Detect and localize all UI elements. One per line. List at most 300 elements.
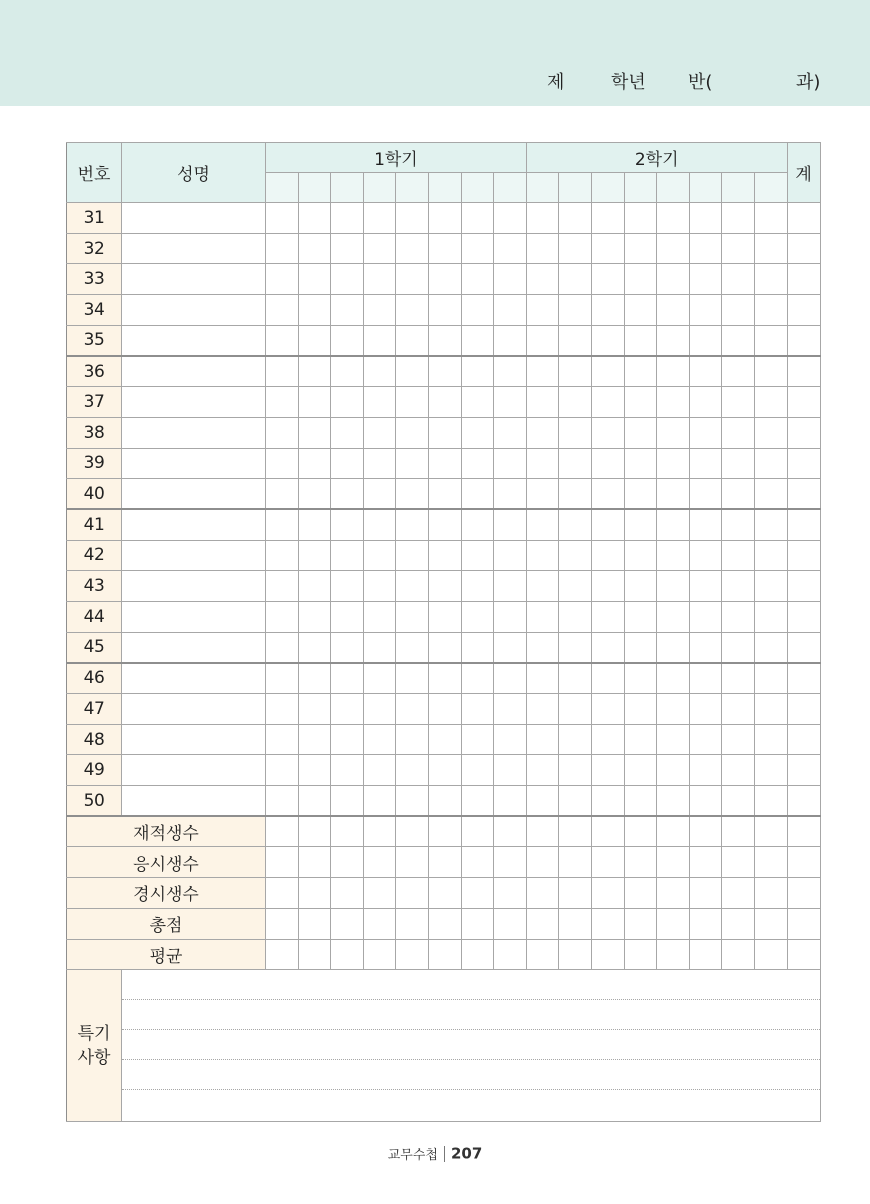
score-cell[interactable] [331, 939, 364, 970]
score-cell[interactable] [526, 663, 559, 694]
notes-line[interactable] [122, 1060, 820, 1090]
notes-line[interactable] [122, 1090, 820, 1121]
score-cell[interactable] [494, 417, 527, 448]
score-cell[interactable] [494, 786, 527, 817]
score-subheader-cell[interactable] [689, 173, 722, 203]
total-cell[interactable] [787, 847, 820, 878]
score-cell[interactable] [559, 509, 592, 540]
score-cell[interactable] [591, 203, 624, 234]
total-cell[interactable] [787, 939, 820, 970]
score-cell[interactable] [657, 816, 690, 847]
score-cell[interactable] [624, 295, 657, 326]
score-subheader-cell[interactable] [363, 173, 396, 203]
score-cell[interactable] [689, 295, 722, 326]
total-cell[interactable] [787, 448, 820, 479]
score-cell[interactable] [428, 509, 461, 540]
score-cell[interactable] [657, 694, 690, 725]
score-cell[interactable] [494, 356, 527, 387]
score-cell[interactable] [396, 540, 429, 571]
score-cell[interactable] [266, 632, 299, 663]
notes-line[interactable] [122, 1030, 820, 1060]
score-cell[interactable] [722, 295, 755, 326]
score-cell[interactable] [266, 203, 299, 234]
score-cell[interactable] [331, 694, 364, 725]
score-cell[interactable] [657, 509, 690, 540]
score-cell[interactable] [494, 571, 527, 602]
score-cell[interactable] [396, 724, 429, 755]
score-cell[interactable] [396, 203, 429, 234]
score-cell[interactable] [591, 878, 624, 909]
score-cell[interactable] [266, 786, 299, 817]
score-cell[interactable] [657, 295, 690, 326]
score-cell[interactable] [559, 356, 592, 387]
score-cell[interactable] [624, 601, 657, 632]
score-cell[interactable] [396, 694, 429, 725]
score-cell[interactable] [266, 509, 299, 540]
score-cell[interactable] [559, 939, 592, 970]
score-cell[interactable] [591, 786, 624, 817]
score-cell[interactable] [298, 755, 331, 786]
score-cell[interactable] [754, 724, 787, 755]
score-cell[interactable] [754, 878, 787, 909]
score-cell[interactable] [722, 601, 755, 632]
score-cell[interactable] [689, 356, 722, 387]
score-cell[interactable] [591, 509, 624, 540]
score-cell[interactable] [591, 325, 624, 356]
score-cell[interactable] [396, 356, 429, 387]
score-cell[interactable] [526, 509, 559, 540]
score-cell[interactable] [363, 325, 396, 356]
score-cell[interactable] [657, 601, 690, 632]
score-cell[interactable] [363, 387, 396, 418]
score-cell[interactable] [657, 325, 690, 356]
score-subheader-cell[interactable] [624, 173, 657, 203]
score-cell[interactable] [722, 816, 755, 847]
score-cell[interactable] [559, 601, 592, 632]
score-cell[interactable] [526, 264, 559, 295]
score-cell[interactable] [266, 325, 299, 356]
score-cell[interactable] [266, 233, 299, 264]
score-cell[interactable] [754, 908, 787, 939]
score-cell[interactable] [331, 295, 364, 326]
score-cell[interactable] [559, 417, 592, 448]
score-cell[interactable] [624, 816, 657, 847]
score-cell[interactable] [396, 847, 429, 878]
score-cell[interactable] [266, 601, 299, 632]
score-cell[interactable] [722, 417, 755, 448]
score-cell[interactable] [461, 295, 494, 326]
score-cell[interactable] [461, 816, 494, 847]
score-cell[interactable] [689, 233, 722, 264]
score-cell[interactable] [722, 203, 755, 234]
score-cell[interactable] [559, 540, 592, 571]
score-cell[interactable] [591, 356, 624, 387]
score-cell[interactable] [461, 908, 494, 939]
score-cell[interactable] [526, 571, 559, 602]
score-cell[interactable] [428, 816, 461, 847]
score-cell[interactable] [363, 571, 396, 602]
total-cell[interactable] [787, 601, 820, 632]
score-cell[interactable] [591, 387, 624, 418]
score-cell[interactable] [689, 847, 722, 878]
score-cell[interactable] [428, 540, 461, 571]
score-cell[interactable] [559, 203, 592, 234]
score-cell[interactable] [689, 694, 722, 725]
score-cell[interactable] [298, 387, 331, 418]
score-cell[interactable] [722, 387, 755, 418]
score-cell[interactable] [526, 724, 559, 755]
total-cell[interactable] [787, 632, 820, 663]
score-cell[interactable] [266, 540, 299, 571]
score-cell[interactable] [526, 786, 559, 817]
total-cell[interactable] [787, 387, 820, 418]
score-cell[interactable] [494, 601, 527, 632]
score-cell[interactable] [559, 663, 592, 694]
score-subheader-cell[interactable] [591, 173, 624, 203]
score-cell[interactable] [396, 479, 429, 510]
score-cell[interactable] [624, 632, 657, 663]
score-cell[interactable] [461, 786, 494, 817]
score-cell[interactable] [494, 939, 527, 970]
score-cell[interactable] [624, 724, 657, 755]
score-cell[interactable] [624, 356, 657, 387]
score-cell[interactable] [624, 264, 657, 295]
total-cell[interactable] [787, 479, 820, 510]
score-cell[interactable] [624, 908, 657, 939]
score-cell[interactable] [363, 755, 396, 786]
total-cell[interactable] [787, 264, 820, 295]
score-cell[interactable] [624, 448, 657, 479]
score-cell[interactable] [428, 694, 461, 725]
score-cell[interactable] [624, 847, 657, 878]
score-cell[interactable] [624, 939, 657, 970]
score-cell[interactable] [657, 755, 690, 786]
score-cell[interactable] [689, 663, 722, 694]
score-cell[interactable] [689, 724, 722, 755]
score-subheader-cell[interactable] [428, 173, 461, 203]
total-cell[interactable] [787, 203, 820, 234]
student-name-cell[interactable] [122, 509, 266, 540]
score-cell[interactable] [298, 540, 331, 571]
score-cell[interactable] [461, 325, 494, 356]
score-cell[interactable] [363, 448, 396, 479]
score-cell[interactable] [266, 448, 299, 479]
score-cell[interactable] [494, 264, 527, 295]
score-cell[interactable] [363, 908, 396, 939]
score-cell[interactable] [363, 509, 396, 540]
score-cell[interactable] [298, 203, 331, 234]
total-cell[interactable] [787, 908, 820, 939]
score-cell[interactable] [494, 325, 527, 356]
score-cell[interactable] [331, 233, 364, 264]
score-cell[interactable] [331, 356, 364, 387]
score-cell[interactable] [722, 509, 755, 540]
score-cell[interactable] [657, 908, 690, 939]
score-subheader-cell[interactable] [722, 173, 755, 203]
score-cell[interactable] [559, 264, 592, 295]
score-cell[interactable] [396, 325, 429, 356]
score-cell[interactable] [298, 571, 331, 602]
score-cell[interactable] [591, 417, 624, 448]
score-cell[interactable] [526, 878, 559, 909]
score-cell[interactable] [331, 509, 364, 540]
total-cell[interactable] [787, 571, 820, 602]
score-cell[interactable] [396, 448, 429, 479]
score-cell[interactable] [494, 448, 527, 479]
score-cell[interactable] [331, 417, 364, 448]
score-cell[interactable] [754, 295, 787, 326]
score-cell[interactable] [396, 939, 429, 970]
score-cell[interactable] [754, 417, 787, 448]
score-cell[interactable] [428, 724, 461, 755]
score-cell[interactable] [298, 509, 331, 540]
score-subheader-cell[interactable] [331, 173, 364, 203]
score-cell[interactable] [363, 601, 396, 632]
score-cell[interactable] [396, 233, 429, 264]
score-cell[interactable] [428, 632, 461, 663]
score-cell[interactable] [494, 694, 527, 725]
score-cell[interactable] [591, 908, 624, 939]
score-cell[interactable] [591, 847, 624, 878]
total-cell[interactable] [787, 325, 820, 356]
total-cell[interactable] [787, 233, 820, 264]
score-cell[interactable] [657, 264, 690, 295]
score-cell[interactable] [624, 878, 657, 909]
score-subheader-cell[interactable] [266, 173, 299, 203]
score-cell[interactable] [722, 233, 755, 264]
score-cell[interactable] [396, 632, 429, 663]
score-cell[interactable] [526, 417, 559, 448]
score-cell[interactable] [657, 479, 690, 510]
score-cell[interactable] [591, 540, 624, 571]
total-cell[interactable] [787, 663, 820, 694]
score-cell[interactable] [689, 755, 722, 786]
score-cell[interactable] [298, 601, 331, 632]
score-cell[interactable] [526, 755, 559, 786]
total-cell[interactable] [787, 540, 820, 571]
score-cell[interactable] [298, 908, 331, 939]
student-name-cell[interactable] [122, 724, 266, 755]
score-cell[interactable] [591, 663, 624, 694]
score-cell[interactable] [591, 724, 624, 755]
score-cell[interactable] [689, 540, 722, 571]
score-cell[interactable] [526, 448, 559, 479]
score-cell[interactable] [754, 694, 787, 725]
score-cell[interactable] [363, 939, 396, 970]
score-cell[interactable] [754, 786, 787, 817]
score-cell[interactable] [396, 755, 429, 786]
score-cell[interactable] [363, 479, 396, 510]
score-cell[interactable] [298, 632, 331, 663]
score-cell[interactable] [396, 571, 429, 602]
score-cell[interactable] [754, 509, 787, 540]
student-name-cell[interactable] [122, 479, 266, 510]
score-cell[interactable] [428, 295, 461, 326]
student-name-cell[interactable] [122, 417, 266, 448]
score-subheader-cell[interactable] [461, 173, 494, 203]
score-cell[interactable] [526, 601, 559, 632]
score-cell[interactable] [363, 632, 396, 663]
score-cell[interactable] [624, 786, 657, 817]
score-cell[interactable] [689, 601, 722, 632]
score-cell[interactable] [526, 816, 559, 847]
score-cell[interactable] [494, 295, 527, 326]
score-cell[interactable] [266, 724, 299, 755]
score-cell[interactable] [624, 325, 657, 356]
score-cell[interactable] [689, 632, 722, 663]
score-cell[interactable] [657, 448, 690, 479]
score-cell[interactable] [331, 203, 364, 234]
score-cell[interactable] [298, 417, 331, 448]
score-cell[interactable] [754, 540, 787, 571]
score-cell[interactable] [559, 325, 592, 356]
score-cell[interactable] [754, 356, 787, 387]
score-cell[interactable] [689, 448, 722, 479]
student-name-cell[interactable] [122, 663, 266, 694]
score-cell[interactable] [461, 387, 494, 418]
score-cell[interactable] [722, 325, 755, 356]
student-name-cell[interactable] [122, 540, 266, 571]
score-cell[interactable] [624, 233, 657, 264]
score-cell[interactable] [559, 295, 592, 326]
score-cell[interactable] [266, 694, 299, 725]
score-cell[interactable] [526, 325, 559, 356]
score-cell[interactable] [428, 786, 461, 817]
score-cell[interactable] [461, 694, 494, 725]
score-cell[interactable] [266, 387, 299, 418]
score-cell[interactable] [624, 663, 657, 694]
score-cell[interactable] [494, 908, 527, 939]
score-cell[interactable] [689, 908, 722, 939]
score-cell[interactable] [526, 632, 559, 663]
score-cell[interactable] [331, 755, 364, 786]
score-cell[interactable] [722, 448, 755, 479]
total-cell[interactable] [787, 816, 820, 847]
score-cell[interactable] [396, 601, 429, 632]
score-cell[interactable] [657, 786, 690, 817]
total-cell[interactable] [787, 356, 820, 387]
score-cell[interactable] [428, 847, 461, 878]
score-cell[interactable] [689, 325, 722, 356]
score-cell[interactable] [494, 847, 527, 878]
notes-line[interactable] [122, 970, 820, 1000]
score-cell[interactable] [331, 448, 364, 479]
score-cell[interactable] [754, 663, 787, 694]
score-cell[interactable] [624, 203, 657, 234]
score-cell[interactable] [754, 816, 787, 847]
score-cell[interactable] [363, 878, 396, 909]
score-cell[interactable] [657, 878, 690, 909]
student-name-cell[interactable] [122, 571, 266, 602]
score-cell[interactable] [461, 724, 494, 755]
score-cell[interactable] [722, 663, 755, 694]
score-cell[interactable] [559, 387, 592, 418]
score-cell[interactable] [722, 939, 755, 970]
score-cell[interactable] [722, 755, 755, 786]
score-cell[interactable] [624, 571, 657, 602]
score-cell[interactable] [624, 387, 657, 418]
score-cell[interactable] [461, 233, 494, 264]
score-cell[interactable] [363, 816, 396, 847]
score-cell[interactable] [428, 203, 461, 234]
score-subheader-cell[interactable] [657, 173, 690, 203]
score-cell[interactable] [689, 816, 722, 847]
score-cell[interactable] [657, 847, 690, 878]
score-cell[interactable] [754, 479, 787, 510]
score-cell[interactable] [722, 908, 755, 939]
score-cell[interactable] [396, 509, 429, 540]
score-cell[interactable] [428, 417, 461, 448]
score-cell[interactable] [591, 479, 624, 510]
score-cell[interactable] [689, 939, 722, 970]
score-cell[interactable] [754, 601, 787, 632]
score-cell[interactable] [331, 632, 364, 663]
student-name-cell[interactable] [122, 295, 266, 326]
score-cell[interactable] [363, 233, 396, 264]
score-cell[interactable] [657, 387, 690, 418]
score-cell[interactable] [559, 878, 592, 909]
score-cell[interactable] [526, 694, 559, 725]
score-cell[interactable] [266, 295, 299, 326]
score-cell[interactable] [331, 878, 364, 909]
score-cell[interactable] [461, 509, 494, 540]
score-cell[interactable] [461, 939, 494, 970]
score-cell[interactable] [689, 387, 722, 418]
total-cell[interactable] [787, 878, 820, 909]
score-cell[interactable] [461, 203, 494, 234]
score-cell[interactable] [396, 878, 429, 909]
score-cell[interactable] [624, 540, 657, 571]
score-cell[interactable] [363, 264, 396, 295]
score-cell[interactable] [428, 448, 461, 479]
score-cell[interactable] [331, 663, 364, 694]
score-cell[interactable] [331, 571, 364, 602]
score-subheader-cell[interactable] [494, 173, 527, 203]
score-cell[interactable] [298, 724, 331, 755]
score-cell[interactable] [266, 878, 299, 909]
score-cell[interactable] [754, 632, 787, 663]
score-cell[interactable] [591, 571, 624, 602]
score-cell[interactable] [331, 786, 364, 817]
score-cell[interactable] [494, 540, 527, 571]
score-cell[interactable] [494, 755, 527, 786]
score-cell[interactable] [428, 939, 461, 970]
score-cell[interactable] [363, 724, 396, 755]
score-cell[interactable] [526, 233, 559, 264]
score-cell[interactable] [298, 356, 331, 387]
score-cell[interactable] [559, 571, 592, 602]
score-cell[interactable] [657, 632, 690, 663]
score-cell[interactable] [657, 663, 690, 694]
score-cell[interactable] [331, 601, 364, 632]
score-cell[interactable] [559, 816, 592, 847]
score-cell[interactable] [363, 203, 396, 234]
score-cell[interactable] [494, 509, 527, 540]
score-cell[interactable] [754, 755, 787, 786]
score-cell[interactable] [266, 908, 299, 939]
score-cell[interactable] [722, 479, 755, 510]
score-cell[interactable] [494, 632, 527, 663]
score-cell[interactable] [428, 571, 461, 602]
score-cell[interactable] [559, 847, 592, 878]
notes-line[interactable] [122, 1000, 820, 1030]
score-cell[interactable] [657, 571, 690, 602]
score-cell[interactable] [461, 571, 494, 602]
score-cell[interactable] [754, 387, 787, 418]
score-cell[interactable] [331, 847, 364, 878]
student-name-cell[interactable] [122, 387, 266, 418]
score-cell[interactable] [428, 356, 461, 387]
